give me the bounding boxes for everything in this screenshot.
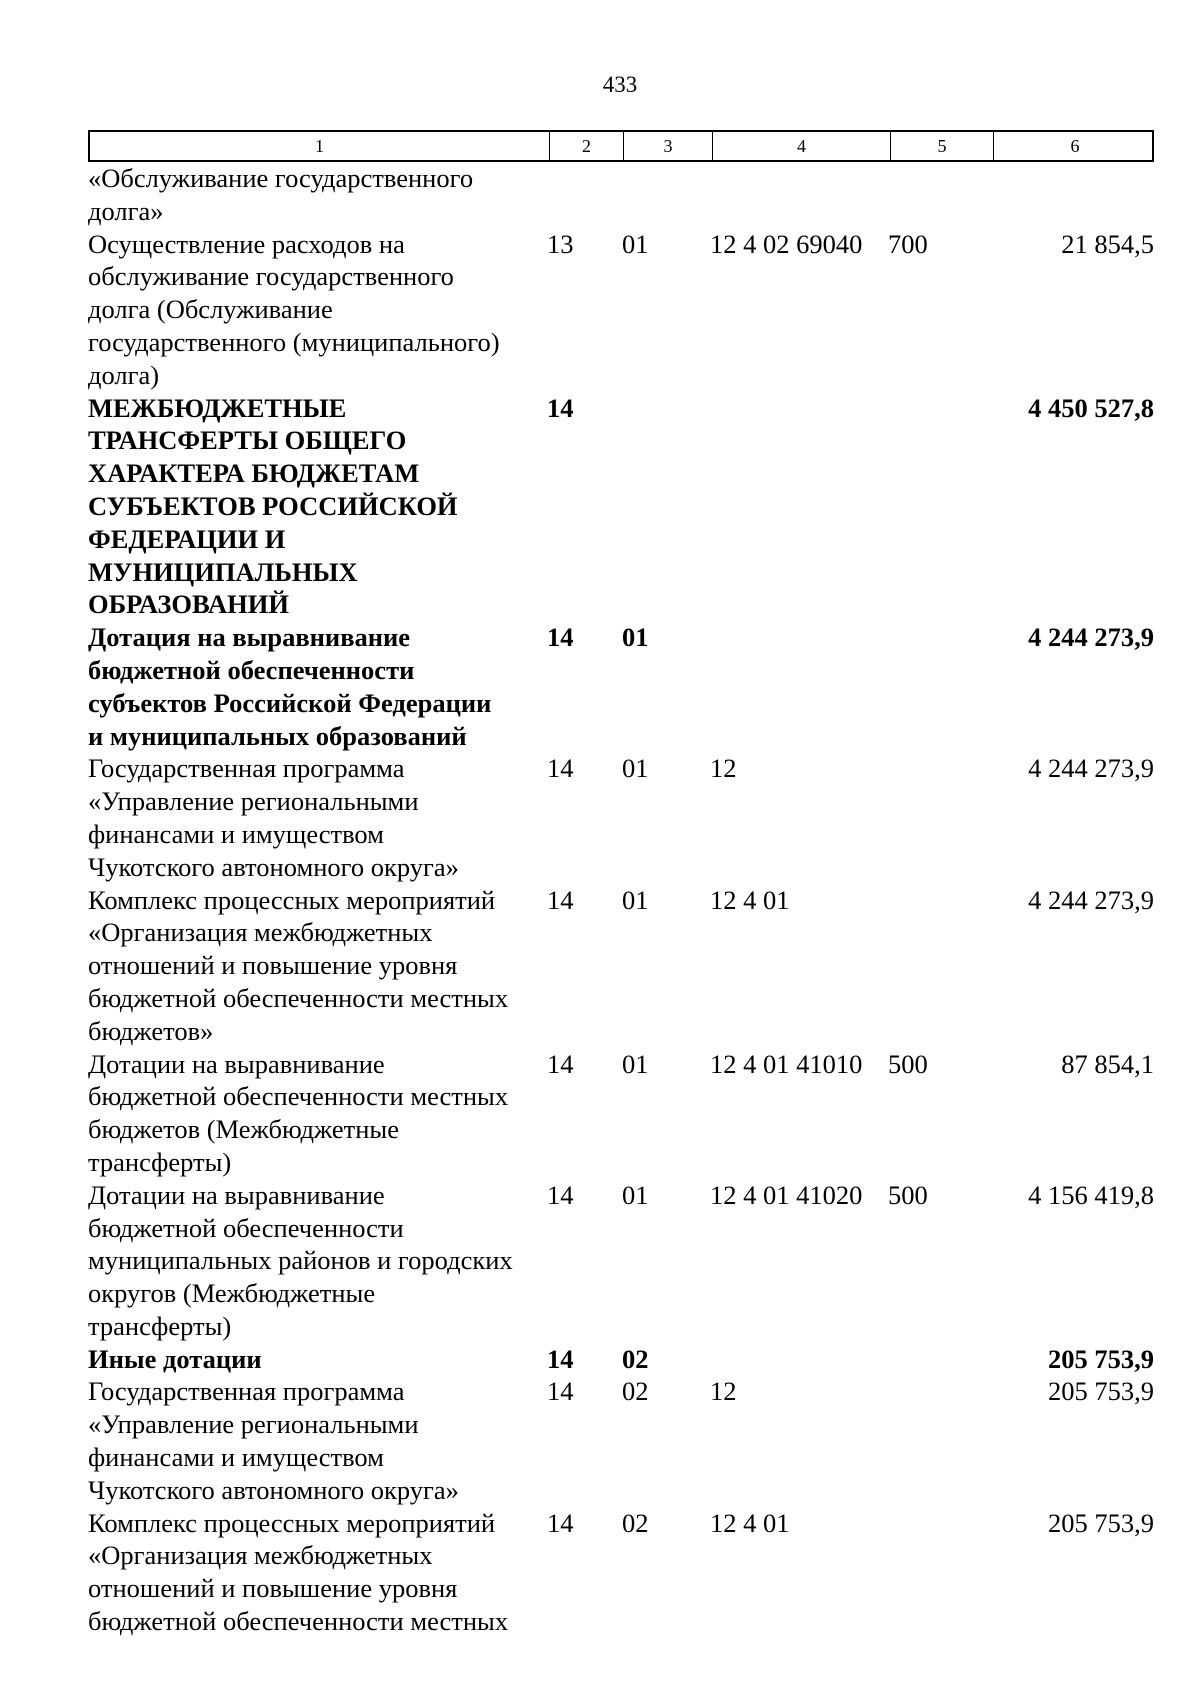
header-cell: 4 — [712, 132, 890, 160]
table-body — [88, 162, 1154, 1638]
row-amount: 87 854,1 — [1061, 1048, 1154, 1079]
row-expense-type-code — [888, 1507, 991, 1638]
row-expense-type-code: 500 — [888, 1048, 928, 1079]
header-cell: 3 — [623, 132, 712, 160]
row-expense-type-code — [888, 392, 991, 622]
row-subsection-code: 01 — [622, 622, 649, 653]
row-section-code: 14 — [547, 1179, 574, 1210]
row-section-code: 14 — [547, 1507, 574, 1538]
row-section-code: 14 — [547, 1343, 574, 1374]
row-name: Дотации на выравнивание бюджетной обеспеченности местных бюджетов (Межбюджетные трансферты) — [88, 1048, 509, 1177]
row-amount: 4 244 273,9 — [1028, 753, 1154, 784]
row-target-article-code: 12 4 01 — [710, 1507, 790, 1538]
row-section-code: 14 — [547, 622, 574, 653]
table-row — [88, 1179, 1154, 1343]
header-cell: 5 — [890, 132, 993, 160]
row-name: Комплекс процессных мероприятий «Организация межбюджетных отношений и повышение уровня бюджетной обеспеченности местных бюджетов» — [88, 884, 509, 1046]
row-target-article-code — [710, 621, 888, 752]
row-amount: 4 244 273,9 — [1028, 622, 1154, 653]
table-row — [88, 884, 1154, 1048]
row-target-article-code — [710, 392, 888, 622]
row-subsection-code: 01 — [622, 753, 649, 784]
row-expense-type-code — [888, 621, 991, 752]
row-target-article-code: 12 4 01 — [710, 884, 790, 915]
row-amount: 21 854,5 — [1061, 228, 1154, 259]
budget-table — [88, 130, 1154, 1638]
row-subsection-code: 02 — [622, 1343, 649, 1374]
table-row — [88, 752, 1154, 883]
row-subsection-code: 01 — [622, 1179, 649, 1210]
row-amount: 205 753,9 — [1048, 1343, 1154, 1374]
row-subsection-code: 02 — [622, 1507, 649, 1538]
row-expense-type-code: 700 — [888, 228, 928, 259]
row-name: МЕЖБЮДЖЕТНЫЕ ТРАНСФЕРТЫ ОБЩЕГО ХАРАКТЕРА БЮДЖЕТАМ СУБЪЕКТОВ РОССИЙСКОЙ ФЕДЕРАЦИИ И МУНИЦИПАЛЬНЫХ ОБРАЗОВАНИЙ — [88, 392, 458, 620]
row-subsection-code — [621, 162, 710, 228]
page-number: 433 — [602, 72, 638, 97]
row-expense-type-code — [888, 1375, 991, 1506]
row-amount: 205 753,9 — [1048, 1376, 1154, 1407]
row-expense-type-code: 500 — [888, 1179, 928, 1210]
row-amount: 4 450 527,8 — [1028, 392, 1154, 423]
table-header-row — [88, 130, 1154, 162]
row-section-code: 14 — [547, 1376, 574, 1407]
row-name: Государственная программа «Управление региональными финансами и имуществом Чукотского автономного округа» — [88, 753, 459, 882]
table-row — [88, 162, 1154, 228]
row-section-code: 13 — [547, 228, 574, 259]
row-name: Государственная программа «Управление региональными финансами и имуществом Чукотского автономного округа» — [88, 1376, 459, 1505]
row-section-code: 14 — [547, 753, 574, 784]
table-row — [88, 1507, 1154, 1638]
row-amount: 205 753,9 — [1048, 1507, 1154, 1538]
row-target-article-code: 12 — [710, 753, 737, 784]
row-section-code: 14 — [547, 884, 574, 915]
header-cell: 2 — [549, 132, 623, 160]
row-subsection-code: 02 — [622, 1376, 649, 1407]
row-expense-type-code — [888, 752, 991, 883]
row-amount — [991, 162, 1154, 228]
row-section-code: 14 — [547, 392, 574, 423]
table-row — [88, 1048, 1154, 1179]
row-target-article-code — [710, 1343, 888, 1376]
row-name: Иные дотации — [88, 1343, 262, 1374]
table-row — [88, 392, 1154, 622]
row-amount: 4 244 273,9 — [1028, 884, 1154, 915]
row-target-article-code: 12 4 01 41020 — [710, 1179, 863, 1210]
row-target-article-code — [710, 162, 888, 228]
row-subsection-code: 01 — [622, 228, 649, 259]
row-expense-type-code — [888, 162, 991, 228]
row-subsection-code: 01 — [622, 884, 649, 915]
row-subsection-code — [621, 392, 710, 622]
table-row — [88, 1375, 1154, 1506]
row-section-code: 14 — [547, 1048, 574, 1079]
row-name: Осуществление расходов на обслуживание государственного долга (Обслуживание государственного (муниципального) долга) — [88, 228, 500, 390]
row-target-article-code: 12 4 02 69040 — [710, 228, 863, 259]
row-subsection-code: 01 — [622, 1048, 649, 1079]
row-section-code — [547, 162, 621, 228]
row-name: Дотации на выравнивание бюджетной обеспеченности муниципальных районов и городских округов (Межбюджетные трансферты) — [88, 1179, 513, 1341]
row-amount: 4 156 419,8 — [1028, 1179, 1154, 1210]
header-cell: 6 — [993, 132, 1156, 160]
row-target-article-code: 12 — [710, 1376, 737, 1407]
row-target-article-code: 12 4 01 41010 — [710, 1048, 863, 1079]
table-row — [88, 621, 1154, 752]
row-name: Дотация на выравнивание бюджетной обеспеченности субъектов Российской Федерации и муниципальных образований — [88, 622, 492, 751]
table-row — [88, 228, 1154, 392]
header-cell: 1 — [315, 136, 324, 156]
row-expense-type-code — [888, 884, 991, 1048]
row-name: «Обслуживание государственного долга» — [88, 163, 474, 226]
row-name: Комплекс процессных мероприятий «Организация межбюджетных отношений и повышение уровня бюджетной обеспеченности местных — [88, 1507, 509, 1637]
row-expense-type-code — [888, 1343, 991, 1376]
table-row — [88, 1343, 1154, 1376]
